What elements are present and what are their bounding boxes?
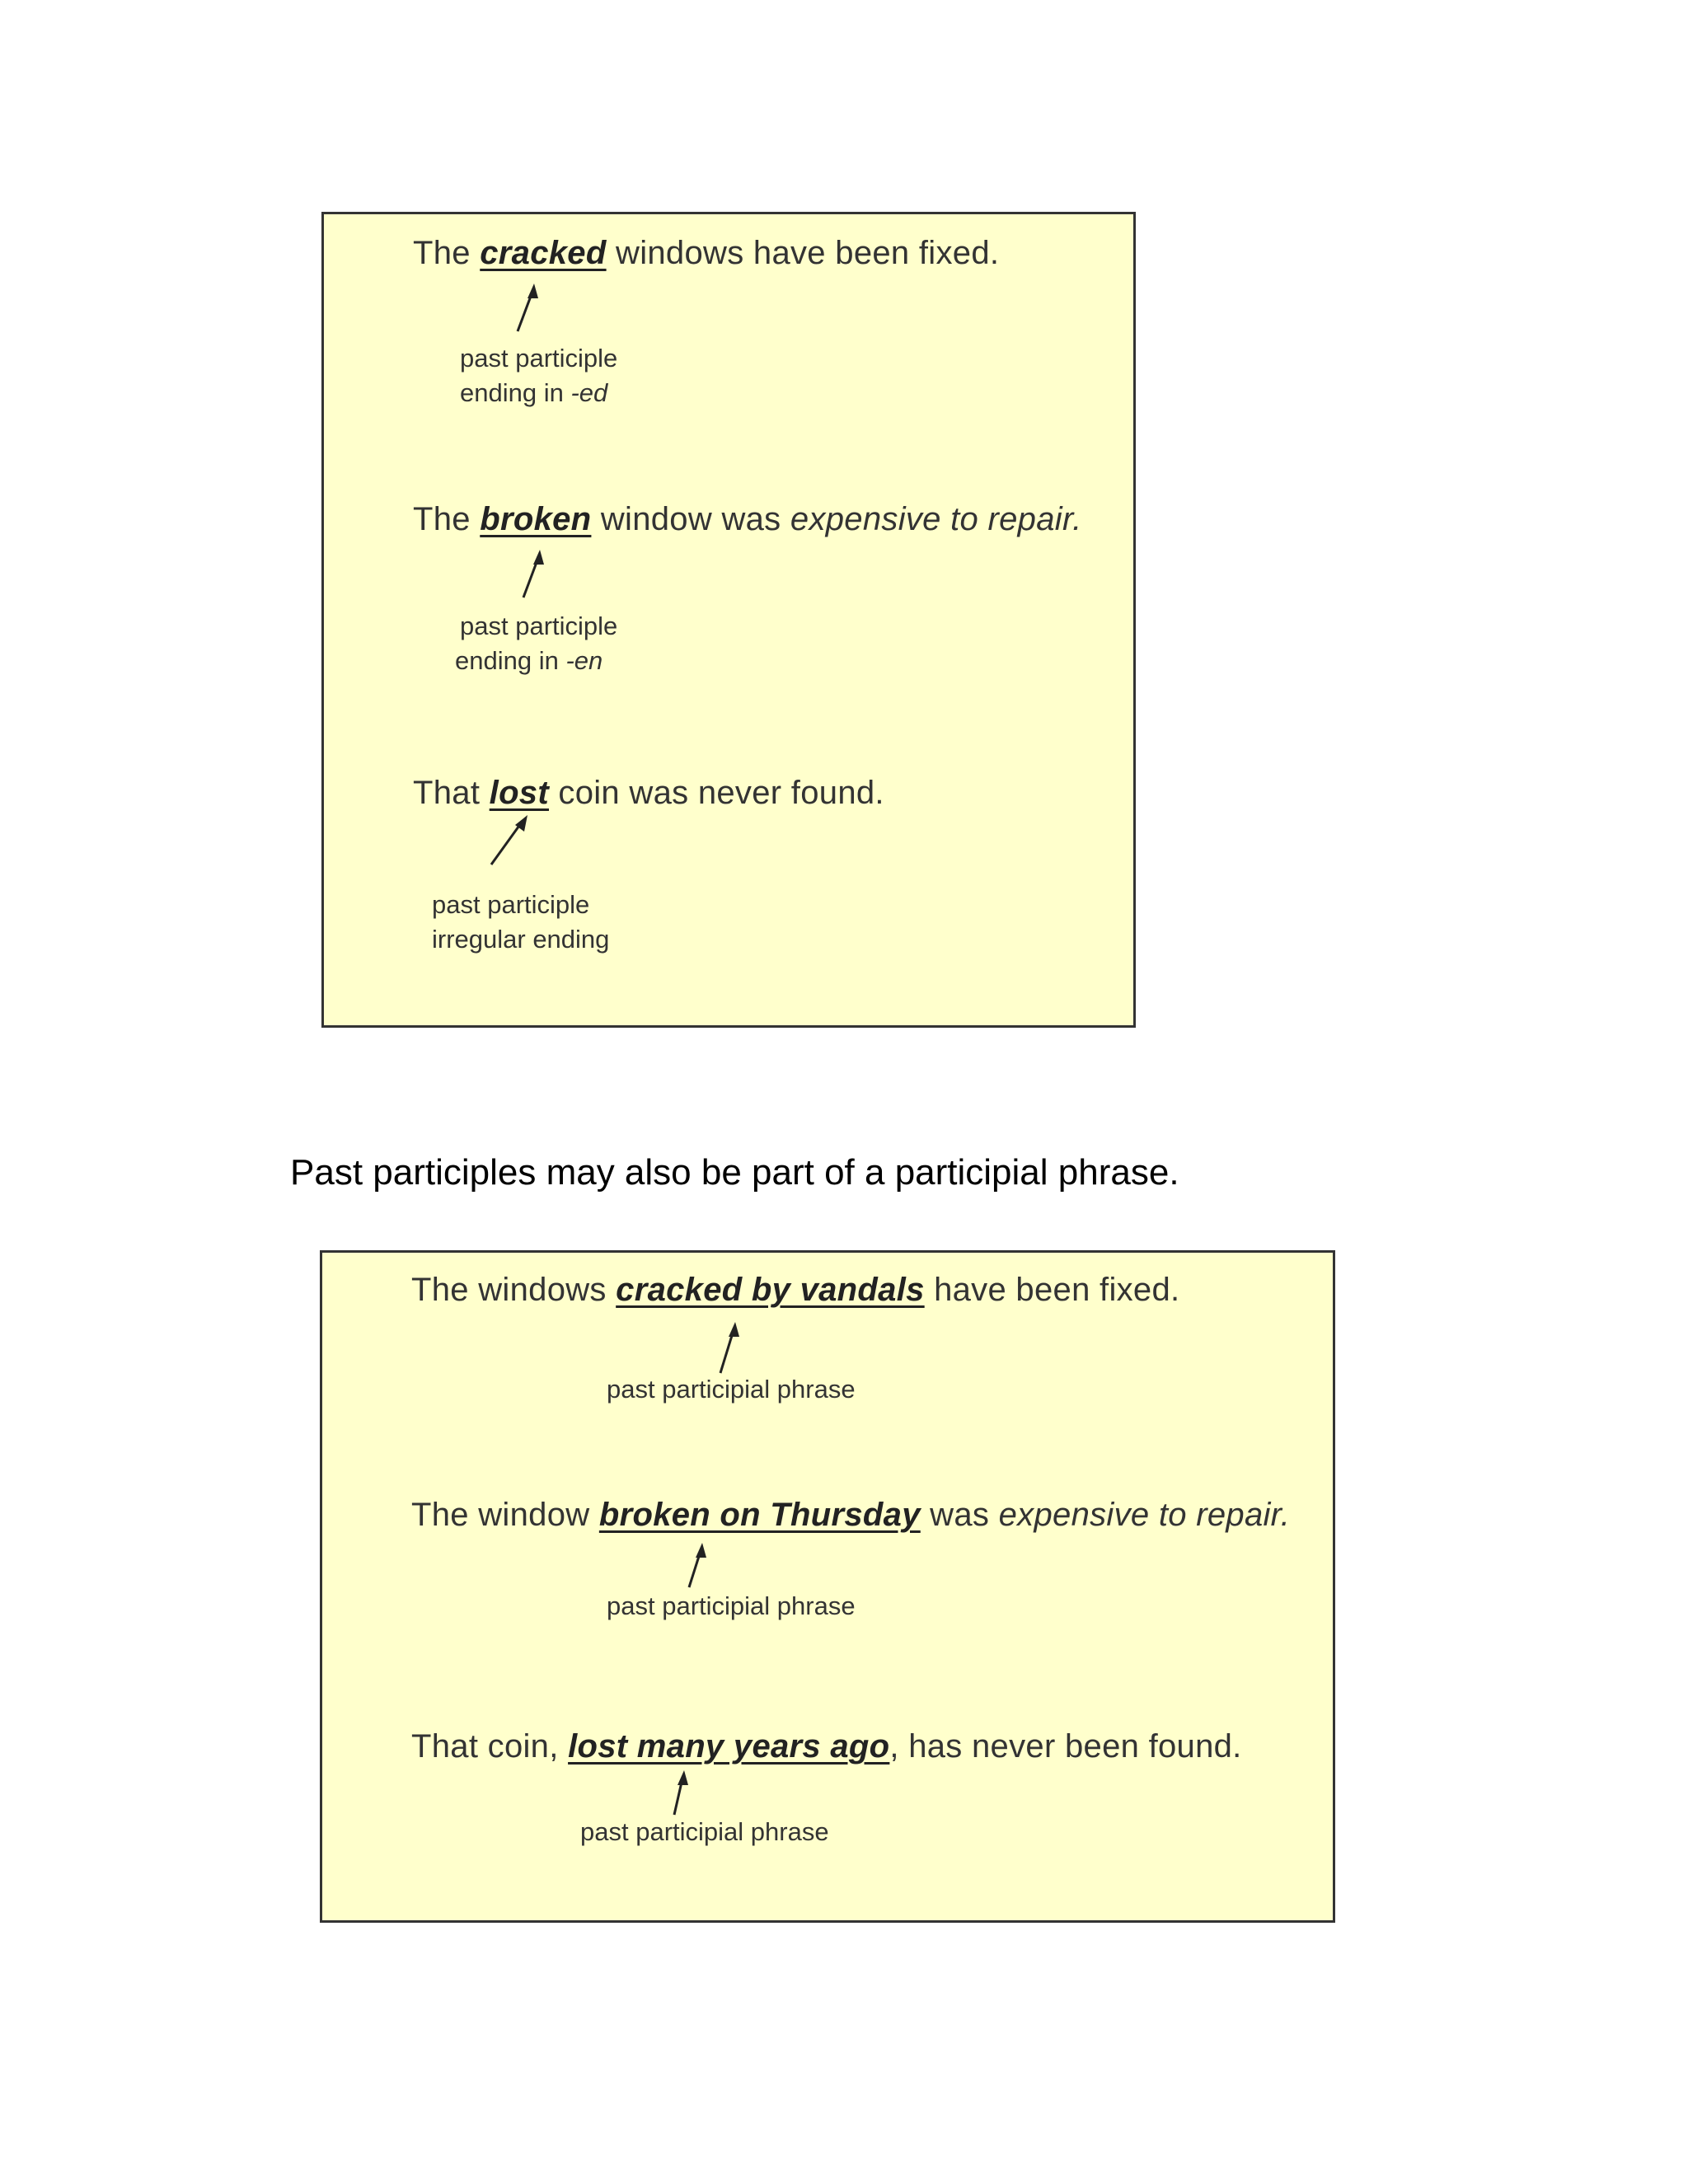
highlighted-phrase: broken on Thursday	[598, 1497, 921, 1533]
sentence-text: coin was never found.	[548, 775, 884, 811]
sentence-text: windows have been fixed.	[606, 235, 1000, 271]
annotation-label	[455, 609, 617, 678]
highlighted-phrase: lost many years ago	[568, 1728, 890, 1765]
annotation-label: past participial phrase	[607, 1375, 856, 1404]
annotation-line	[455, 644, 617, 678]
arrow-icon	[511, 280, 544, 338]
arrow-icon	[517, 546, 550, 604]
annotation-line: past participle	[460, 612, 618, 640]
annotation-label	[460, 341, 617, 410]
sentence-text: The window	[411, 1497, 599, 1533]
example-sentence-lost	[413, 775, 884, 812]
body-paragraph: Past participles may also be part of a participial phrase.	[290, 1152, 1179, 1193]
highlighted-participle: lost	[489, 775, 549, 811]
arrow-icon	[712, 1319, 745, 1376]
highlighted-phrase: cracked by vandals	[616, 1272, 925, 1308]
annotation-label	[432, 888, 609, 957]
example-sentence-broken-on-thursday	[411, 1497, 1290, 1534]
sentence-text: was	[920, 1497, 999, 1533]
sentence-text: have been fixed.	[924, 1272, 1180, 1308]
annotation-suffix: -ed	[570, 378, 608, 407]
annotation-line: past participle	[432, 890, 590, 919]
arrow-icon	[681, 1541, 714, 1591]
sentence-text: window was	[591, 501, 790, 537]
annotation-label: past participial phrase	[607, 1591, 856, 1620]
sentence-text: , has never been found.	[889, 1728, 1242, 1765]
sentence-text: The windows	[411, 1272, 617, 1308]
sentence-italic-text: expensive to repair.	[998, 1497, 1291, 1533]
sentence-text: That coin,	[411, 1728, 569, 1765]
annotation-line: past participle	[460, 344, 618, 373]
example-sentence-cracked-by-vandals	[411, 1272, 1179, 1309]
sentence-italic-text: expensive to repair.	[790, 501, 1082, 537]
annotation-line: irregular ending	[432, 925, 610, 954]
example-sentence-cracked	[413, 235, 999, 272]
sentence-text: That	[413, 775, 490, 811]
annotation-text: ending in	[460, 378, 571, 407]
example-sentence-lost-many-years-ago	[411, 1728, 1242, 1765]
arrow-icon	[664, 1769, 697, 1818]
sentence-text: The	[413, 501, 481, 537]
annotation-text: ending in	[455, 646, 566, 675]
arrow-icon	[486, 812, 536, 869]
annotation-suffix: -en	[565, 646, 603, 675]
annotation-label: past participial phrase	[580, 1817, 829, 1846]
example-sentence-broken	[413, 501, 1082, 538]
highlighted-participle: cracked	[480, 235, 607, 271]
highlighted-participle: broken	[480, 501, 592, 537]
annotation-line	[460, 376, 617, 410]
sentence-text: The	[413, 235, 481, 271]
